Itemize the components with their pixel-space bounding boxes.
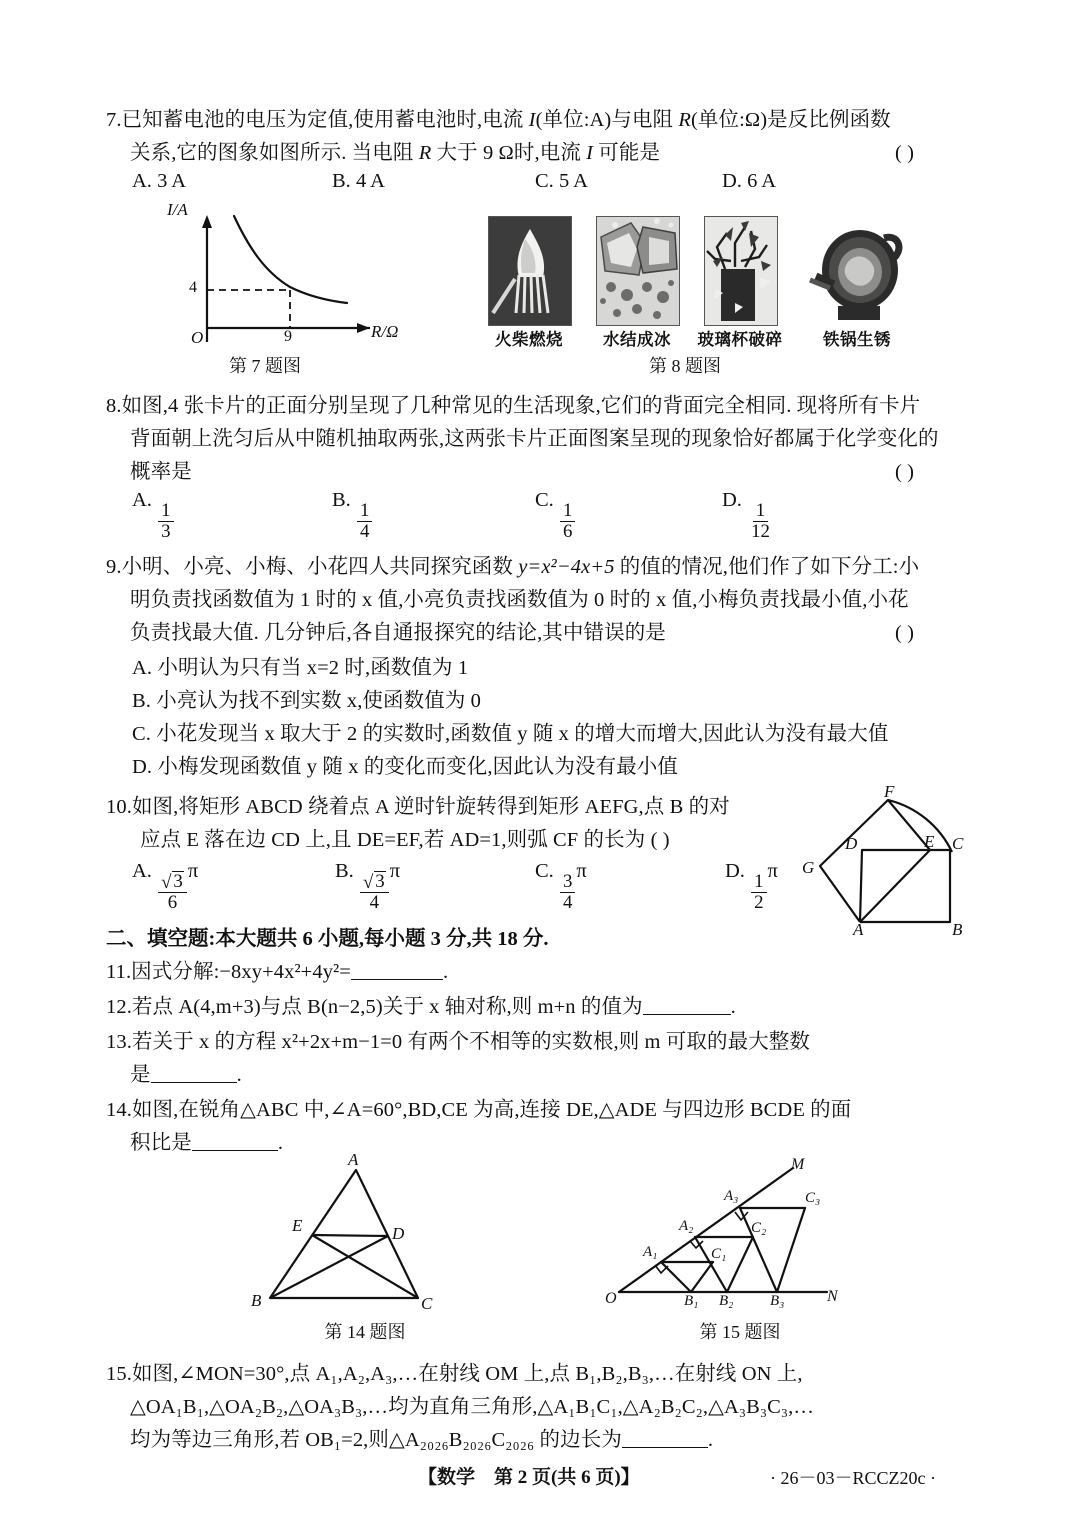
question-7-line-1 — [106, 104, 986, 137]
question-11-answer-blank[interactable] — [351, 957, 443, 980]
question-8-option-b[interactable] — [332, 489, 535, 541]
question-10-figure — [800, 782, 985, 942]
question-7-text-c: (单位:Ω)是反比例函数 — [691, 109, 891, 131]
question-8-figure — [480, 216, 920, 349]
question-7-option-b[interactable] — [332, 170, 535, 193]
option-c-label: C. — [535, 170, 554, 192]
question-14-text: 如图,在锐角△ABC 中,∠A=60°,BD,CE 为高,连接 DE,△ADE 与四边形 BCDE 的面 — [131, 1099, 852, 1121]
option-c-text: 5 A — [558, 170, 588, 192]
vertex-label-C: C — [952, 834, 964, 853]
question-8-text-1: 如图,4 张卡片的正面分别呈现了几种常见的生活现象,它们的背面完全相同. 现将所有卡片 — [121, 395, 921, 417]
question-15-text-1: 如图,∠MON=30°,点 A₁,A₂,A₃,…在射线 OM 上,点 B₁,B₂,B₃,…在射线 ON 上, — [131, 1363, 803, 1385]
question-11-text: 因式分解:−8xy+4x²+4y²= — [131, 961, 351, 983]
option-d-label: D. — [132, 756, 153, 778]
question-12 — [106, 991, 736, 1024]
label-O: O — [605, 1290, 617, 1307]
card-caption-1: 火柴燃烧 — [495, 330, 563, 349]
question-7-text-f: 可能是 — [593, 142, 661, 164]
fraction-one-third: $\frac{1}{3}$ — [158, 501, 173, 540]
question-8-line-3: 概率是 — [130, 461, 192, 483]
question-8-option-d[interactable] — [722, 489, 774, 541]
option-c-label: C. — [535, 489, 554, 511]
question-13-answer-blank[interactable] — [151, 1060, 237, 1083]
acute-triangle-diagram — [248, 1158, 478, 1318]
option-d-text: 小梅发现函数值 y 随 x 的变化而变化,因此认为没有最小值 — [157, 756, 678, 778]
question-9-option-a[interactable] — [132, 652, 468, 685]
question-13-line-1 — [106, 1026, 996, 1059]
question-7-text-a: 已知蓄电池的电压为定值,使用蓄电池时,电流 — [121, 109, 529, 131]
question-7-answer-paren: ( ) — [895, 142, 915, 164]
option-b-label: B. — [332, 170, 351, 192]
question-15-figure-caption: 第 15 题图 — [699, 1322, 781, 1342]
pi-symbol-b: π — [389, 860, 401, 882]
burning-match-photo — [489, 217, 571, 325]
question-10-line-2: 应点 E 落在边 CD 上,且 DE=EF,若 AD=1,则弧 CF 的长为 ( ) — [140, 829, 670, 851]
question-9-line-3: 负责找最大值. 几分钟后,各自通报探究的结论,其中错误的是 — [130, 622, 666, 644]
question-14-period: . — [277, 1132, 284, 1154]
vertex-label-E: E — [292, 1216, 303, 1235]
option-a-label: A. — [132, 489, 152, 511]
question-14-line-1 — [106, 1094, 996, 1127]
label-C3: C₃ — [805, 1190, 821, 1206]
ice-cubes-photo — [597, 217, 679, 325]
label-A2: A₂ — [679, 1218, 694, 1234]
label-C1: C₁ — [711, 1246, 727, 1262]
question-8-option-c[interactable] — [535, 489, 722, 541]
question-8-line-1 — [106, 390, 996, 423]
question-10-option-a[interactable] — [132, 860, 335, 912]
question-9-option-d[interactable] — [132, 751, 678, 784]
question-14-line-2 — [130, 1127, 283, 1160]
question-9-answer-paren: ( ) — [895, 622, 915, 644]
question-8-number: 8. — [106, 395, 122, 417]
question-7-line-2 — [130, 137, 990, 170]
question-10-text-1: 如图,将矩形 ABCD 绕着点 A 逆时针旋转得到矩形 AEFG,点 B 的对 — [131, 796, 730, 818]
question-14-figure — [248, 1150, 478, 1318]
question-9-line-1 — [106, 551, 996, 584]
option-b-label: B. — [332, 489, 351, 511]
question-7-option-d[interactable] — [722, 170, 776, 193]
question-15-figure — [605, 1152, 845, 1317]
rusty-pan-photo — [808, 218, 906, 322]
question-12-number: 12. — [106, 996, 132, 1018]
vertex-label-G: G — [802, 858, 815, 877]
label-A3: A₃ — [724, 1188, 739, 1204]
question-7-figure-caption: 第 7 题图 — [229, 356, 301, 376]
fraction-one-fourth: $\frac{1}{4}$ — [357, 501, 372, 540]
label-M: M — [791, 1156, 805, 1173]
question-7-options — [132, 170, 1012, 193]
label-N: N — [827, 1288, 838, 1305]
question-15-line-3 — [130, 1424, 713, 1457]
footer-paper-code: · 26－03－RCCZ20c · — [770, 1468, 936, 1488]
rotated-rectangle-diagram — [800, 782, 985, 942]
question-10-line-1 — [106, 791, 806, 824]
question-15-line-1 — [106, 1358, 996, 1391]
option-d-text: 6 A — [747, 170, 777, 192]
question-8-option-a[interactable] — [132, 489, 332, 541]
question-8-figure-caption: 第 8 题图 — [649, 356, 721, 376]
question-14-text-b: 积比是 — [130, 1132, 192, 1154]
option-a-label: A. — [132, 657, 153, 679]
question-15-period: . — [707, 1429, 714, 1451]
question-13-text: 若关于 x 的方程 x²+2x+m−1=0 有两个不相等的实数根,则 m 可取的最大整数 — [131, 1031, 810, 1053]
question-15-text-3: 均为等边三角形,若 OB₁=2,则△A₂₀₂₆B₂₀₂₆C₂₀₂₆ 的边长为 — [130, 1429, 622, 1451]
question-13-line-2 — [130, 1059, 242, 1092]
y-tick-label-4: 4 — [189, 279, 197, 296]
fraction-sqrt3-over-6: $\frac{√ 3}{6}$ — [158, 871, 187, 911]
section-2-header: 二、填空题:本大题共 6 小题,每小题 3 分,共 18 分. — [106, 928, 549, 950]
question-10-number: 10. — [106, 796, 132, 818]
card-rusty-pan — [808, 218, 906, 322]
question-7-text-d: 关系,它的图象如图所示. 当电阻 — [130, 142, 419, 164]
pi-symbol-a: π — [187, 860, 199, 882]
option-b-text: 小亮认为找不到实数 x,使函数值为 0 — [156, 690, 482, 712]
option-c-text: 小花发现当 x 取大于 2 的实数时,函数值 y 随 x 的增大而增大,因此认为没有最大值 — [156, 723, 889, 745]
option-c-label: C. — [535, 860, 554, 882]
question-12-answer-blank[interactable] — [643, 992, 731, 1015]
question-9-text-b: 的值的情况,他们作了如下分工:小 — [614, 556, 920, 578]
option-d-label: D. — [722, 489, 742, 511]
fraction-one-half: $\frac{1}{2}$ — [751, 872, 766, 911]
question-7-text-e: 大于 9 Ω时,电流 — [431, 142, 587, 164]
label-A1: A₁ — [643, 1244, 658, 1260]
question-7-text-b: (单位:A)与电阻 — [535, 109, 679, 131]
question-13-text-b: 是 — [130, 1064, 151, 1086]
card-caption-3: 玻璃杯破碎 — [697, 330, 783, 349]
question-14-figure-caption: 第 14 题图 — [324, 1322, 406, 1342]
question-8-answer-paren: ( ) — [895, 461, 915, 483]
fraction-one-sixth: $\frac{1}{6}$ — [560, 501, 575, 540]
label-C2: C₂ — [751, 1220, 767, 1236]
footer-page-indicator: 【数学 第 2 页(共 6 页)】 — [418, 1467, 640, 1488]
symbol-I2: I — [586, 142, 594, 164]
question-7-option-a[interactable] — [132, 170, 332, 193]
card-water-freezing — [596, 216, 680, 326]
option-a-label: A. — [132, 860, 152, 882]
card-broken-glass — [704, 216, 778, 326]
symbol-R: R — [678, 109, 691, 131]
option-b-label: B. — [335, 860, 354, 882]
card-caption-2: 水结成冰 — [603, 330, 671, 349]
question-11-period: . — [442, 961, 449, 983]
option-b-label: B. — [132, 690, 151, 712]
question-14-number: 14. — [106, 1099, 132, 1121]
question-11 — [106, 956, 448, 989]
question-14-answer-blank[interactable] — [192, 1128, 278, 1151]
question-9-line-2: 明负责找函数值为 1 时的 x 值,小亮负责找函数值为 0 时的 x 值,小梅负责找最小值,小花 — [130, 589, 909, 611]
vertex-label-D: D — [845, 834, 858, 853]
origin-label: O — [191, 328, 204, 347]
question-13-number: 13. — [106, 1031, 132, 1053]
label-B1: B₁ — [684, 1293, 699, 1309]
card-caption-4: 铁锅生锈 — [823, 330, 891, 349]
option-a-text: 3 A — [157, 170, 187, 192]
label-B2: B₂ — [719, 1293, 734, 1309]
vertex-label-B: B — [251, 1291, 262, 1310]
label-B3: B₃ — [770, 1293, 785, 1309]
question-13-period: . — [236, 1064, 242, 1086]
question-8-options — [132, 489, 1012, 541]
fraction-three-fourths: $\frac{3}{4}$ — [560, 872, 575, 911]
function-expression: y=x²−4x+5 — [518, 556, 615, 578]
y-axis-label: I/A — [167, 200, 188, 219]
vertex-label-E: E — [924, 832, 935, 851]
question-7-option-c[interactable] — [535, 170, 722, 193]
vertex-label-F: F — [884, 782, 895, 801]
option-d-label: D. — [725, 860, 745, 882]
question-15-number: 15. — [106, 1363, 132, 1385]
option-b-text: 4 A — [355, 170, 385, 192]
option-d-label: D. — [722, 170, 742, 192]
broken-glass-photo — [705, 217, 777, 325]
x-axis-label: R/Ω — [371, 322, 399, 341]
vertex-label-A: A — [853, 920, 864, 939]
question-15-line-2: △OA₁B₁,△OA₂B₂,△OA₃B₃,…均为直角三角形,△A₁B₁C₁,△A₂B₂C₂,△A₃B₃C₃,… — [130, 1396, 814, 1418]
option-a-text: 小明认为只有当 x=2 时,函数值为 1 — [157, 657, 469, 679]
symbol-R2: R — [418, 142, 432, 164]
question-9-text-a: 小明、小亮、小梅、小花四人共同探究函数 — [121, 556, 519, 578]
question-8-line-2: 背面朝上洗匀后从中随机抽取两张,这两张卡片正面图案呈现的现象恰好都属于化学变化的 — [130, 428, 939, 450]
vertex-label-A: A — [348, 1150, 359, 1169]
vertex-label-B: B — [952, 920, 963, 939]
question-12-text: 若点 A(4,m+3)与点 B(n−2,5)关于 x 轴对称,则 m+n 的值为 — [131, 996, 643, 1018]
card-burning-match — [488, 216, 572, 326]
question-9-option-c[interactable] — [132, 718, 888, 751]
x-tick-label-9: 9 — [284, 328, 292, 345]
question-11-number: 11. — [106, 961, 132, 983]
pi-symbol-c: π — [576, 860, 587, 882]
symbol-I: I — [528, 109, 536, 131]
question-9-option-b[interactable] — [132, 685, 481, 718]
question-7-figure — [165, 200, 435, 345]
pi-symbol-d: π — [767, 860, 778, 882]
question-10-option-b[interactable] — [335, 860, 535, 912]
question-7-number: 7. — [106, 109, 122, 131]
vertex-label-D: D — [392, 1224, 405, 1243]
fraction-sqrt3-over-4: $\frac{√ 3}{4}$ — [360, 871, 389, 911]
option-a-label: A. — [132, 170, 152, 192]
fraction-one-twelfth: $\frac{1}{12}$ — [751, 500, 770, 542]
question-15-answer-blank[interactable] — [622, 1425, 708, 1448]
question-10-option-d[interactable] — [725, 860, 778, 912]
question-10-option-c[interactable] — [535, 860, 725, 912]
option-c-label: C. — [132, 723, 151, 745]
question-9-number: 9. — [106, 556, 122, 578]
question-12-period: . — [730, 996, 736, 1018]
vertex-label-C: C — [421, 1294, 433, 1313]
